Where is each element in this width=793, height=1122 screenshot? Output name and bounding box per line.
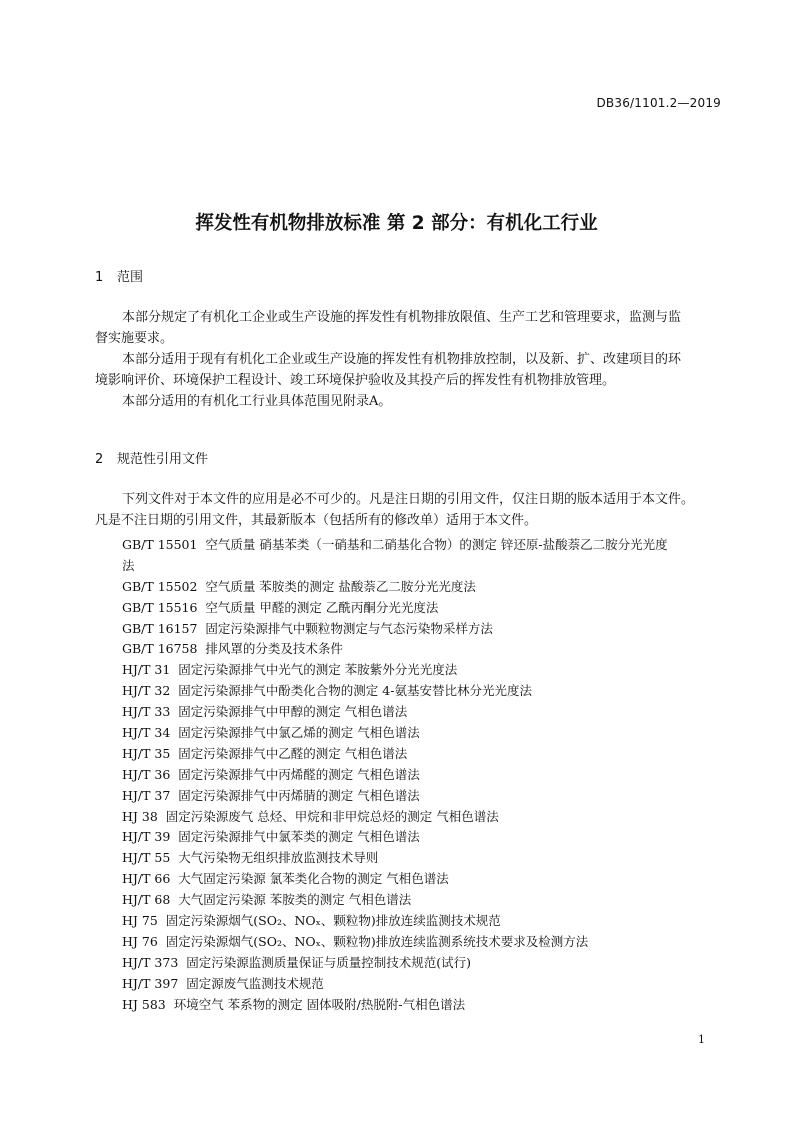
section-1-heading bbox=[95, 266, 143, 285]
reference-title: 空气质量 硝基苯类（一硝基和二硝基化合物）的测定 锌还原-盐酸萘乙二胺分光光度 bbox=[205, 537, 668, 552]
reference-item bbox=[122, 660, 727, 681]
reference-title: 固定污染源排气中氯乙烯的测定 气相色谱法 bbox=[178, 725, 420, 741]
reference-item bbox=[122, 807, 727, 828]
section-2-intro bbox=[95, 489, 721, 531]
paragraph-line: 下列文件对于本文件的应用是必不可少的。凡是注日期的引用文件，仅注日期的版本适用于本文件。 bbox=[122, 492, 695, 507]
reference-item bbox=[122, 744, 727, 765]
reference-item bbox=[122, 974, 727, 995]
reference-title: 固定污染源排气中酚类化合物的测定 4-氨基安替比林分光光度法 bbox=[178, 683, 532, 699]
section-1-number: 1 bbox=[95, 270, 104, 285]
reference-title: 固定污染源排气中颗粒物测定与气态污染物采样方法 bbox=[205, 620, 493, 636]
reference-title: 固定污染源排气中光气的测定 苯胺紫外分光光度法 bbox=[178, 662, 458, 678]
reference-item bbox=[122, 723, 727, 744]
reference-code: HJ 583 bbox=[122, 996, 166, 1012]
reference-title: 大气污染物无组织排放监测技术导则 bbox=[178, 850, 379, 866]
reference-code: HJ/T 36 bbox=[122, 766, 171, 782]
page-title: 挥发性有机物排放标准 第 2 部分：有机化工行业 bbox=[195, 213, 598, 234]
reference-title: 大气固定污染源 氯苯类化合物的测定 气相色谱法 bbox=[178, 871, 449, 887]
reference-code: HJ/T 33 bbox=[122, 704, 171, 720]
reference-code: HJ/T 34 bbox=[122, 725, 171, 741]
document-code: DB36/1101.2—2019 bbox=[596, 96, 721, 110]
reference-title: 大气固定污染源 苯胺类的测定 气相色谱法 bbox=[178, 892, 412, 908]
reference-code: GB/T 15502 bbox=[122, 578, 198, 594]
reference-title: 环境空气 苯系物的测定 固体吸附/热脱附-气相色谱法 bbox=[173, 996, 466, 1012]
reference-code: HJ/T 37 bbox=[122, 787, 171, 803]
reference-item bbox=[122, 953, 727, 974]
reference-item bbox=[122, 848, 727, 869]
reference-title: 固定污染源烟气(SO₂、NOₓ、颗粒物)排放连续监测技术规范 bbox=[165, 913, 501, 929]
reference-code: HJ/T 39 bbox=[122, 829, 171, 845]
section-2-title: 规范性引用文件 bbox=[117, 452, 209, 467]
reference-code: HJ 75 bbox=[122, 913, 158, 929]
reference-title: 固定污染源烟气(SO₂、NOₓ、颗粒物)排放连续监测系统技术要求及检测方法 bbox=[165, 933, 589, 949]
reference-title: 空气质量 苯胺类的测定 盐酸萘乙二胺分光光度法 bbox=[205, 578, 476, 594]
reference-code: GB/T 15501 bbox=[122, 537, 198, 552]
reference-code: HJ/T 35 bbox=[122, 745, 171, 761]
reference-title: 固定污染源排气中氯苯类的测定 气相色谱法 bbox=[178, 829, 420, 845]
reference-item bbox=[122, 681, 727, 702]
section-2-heading bbox=[95, 448, 208, 467]
paragraph-line: 督实施要求。 bbox=[95, 331, 174, 346]
reference-item bbox=[122, 702, 727, 723]
reference-code: HJ/T 68 bbox=[122, 892, 171, 908]
paragraph-line: 凡是不注日期的引用文件，其最新版本（包括所有的修改单）适用于本文件。 bbox=[95, 513, 538, 528]
reference-code: HJ 38 bbox=[122, 808, 158, 824]
paragraph-line: 本部分规定了有机化工企业或生产设施的挥发性有机物排放限值、生产工艺和管理要求，监测与监 bbox=[122, 310, 682, 325]
reference-title: 固定污染源监测质量保证与质量控制技术规范(试行) bbox=[186, 954, 472, 970]
reference-code: HJ/T 373 bbox=[122, 954, 179, 970]
reference-item bbox=[122, 995, 727, 1016]
reference-code: HJ/T 66 bbox=[122, 871, 171, 887]
reference-item bbox=[122, 535, 727, 577]
section-2-number: 2 bbox=[95, 452, 104, 467]
reference-title: 固定污染源废气 总烃、甲烷和非甲烷总烃的测定 气相色谱法 bbox=[165, 808, 499, 824]
normative-references-list bbox=[122, 535, 727, 1016]
reference-code: HJ 76 bbox=[122, 933, 158, 949]
section-1-title: 范围 bbox=[117, 270, 144, 285]
reference-item bbox=[122, 786, 727, 807]
paragraph-line: 本部分适用的有机化工行业具体范围见附录A。 bbox=[122, 394, 392, 409]
section-1-body bbox=[95, 307, 721, 412]
reference-code: GB/T 15516 bbox=[122, 599, 198, 615]
reference-title: 固定污染源排气中乙醛的测定 气相色谱法 bbox=[178, 745, 408, 761]
reference-code: GB/T 16758 bbox=[122, 641, 198, 657]
reference-item bbox=[122, 911, 727, 932]
reference-code: GB/T 16157 bbox=[122, 620, 198, 636]
reference-item bbox=[122, 598, 727, 619]
reference-title: 空气质量 甲醛的测定 乙酰丙酮分光光度法 bbox=[205, 599, 439, 615]
reference-title: 固定源废气监测技术规范 bbox=[186, 975, 324, 991]
reference-item bbox=[122, 890, 727, 911]
reference-code: HJ/T 397 bbox=[122, 975, 179, 991]
reference-item bbox=[122, 932, 727, 953]
reference-title: 排风罩的分类及技术条件 bbox=[205, 641, 343, 657]
reference-title: 固定污染源排气中甲醇的测定 气相色谱法 bbox=[178, 704, 408, 720]
paragraph-line: 本部分适用于现有有机化工企业或生产设施的挥发性有机物排放控制，以及新、扩、改建项目的环 bbox=[122, 352, 682, 367]
reference-item bbox=[122, 869, 727, 890]
reference-code: HJ/T 32 bbox=[122, 683, 171, 699]
reference-item bbox=[122, 639, 727, 660]
reference-title-continuation: 法 bbox=[122, 557, 135, 573]
reference-item bbox=[122, 577, 727, 598]
reference-code: HJ/T 55 bbox=[122, 850, 171, 866]
reference-code: HJ/T 31 bbox=[122, 662, 171, 678]
reference-title: 固定污染源排气中丙烯醛的测定 气相色谱法 bbox=[178, 766, 420, 782]
reference-item bbox=[122, 765, 727, 786]
paragraph-line: 境影响评价、环境保护工程设计、竣工环境保护验收及其投产后的挥发性有机物排放管理。 bbox=[95, 373, 616, 388]
page-number: 1 bbox=[698, 1033, 705, 1046]
reference-item bbox=[122, 827, 727, 848]
reference-item bbox=[122, 619, 727, 640]
reference-title: 固定污染源排气中丙烯腈的测定 气相色谱法 bbox=[178, 787, 420, 803]
